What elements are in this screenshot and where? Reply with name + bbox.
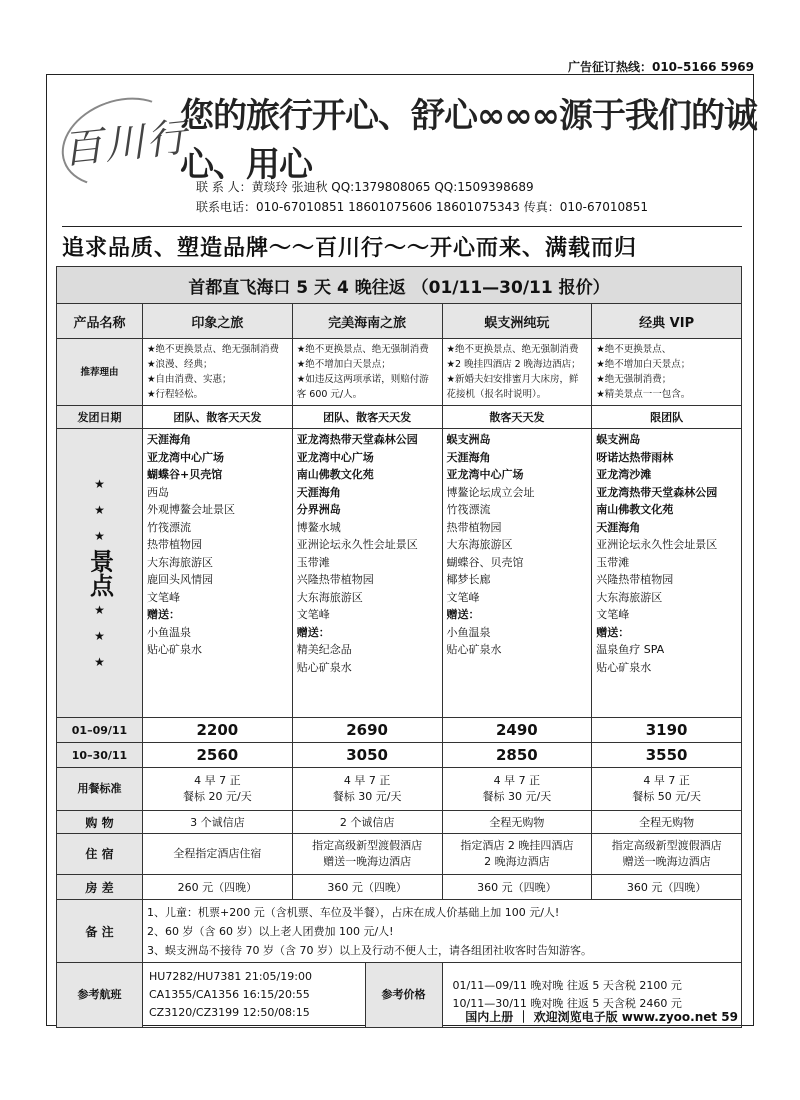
gift-label: 赠送： [446,608,480,621]
tagline-text: 追求品质、塑造品牌～～百川行～～开心而来、满载而归 [62,236,638,261]
gift-label: 赠送： [596,625,630,639]
meal-label: 用餐标准 [57,768,143,811]
price-row [57,743,742,768]
price-row [57,718,742,743]
spot-item: 亚龙湾热带天堂森林公园 [296,433,418,446]
hotel-label: 住 宿 [57,834,143,875]
tour-table [56,266,742,1028]
spot-item: 蜈支洲岛 [596,433,641,446]
spot-item: 大东海旅游区 [296,590,363,604]
price-cell: 3550 [592,743,742,768]
hotel-cell [143,834,293,875]
spot-item: 玉带滩 [296,555,330,569]
gift-item: 精美纪念品 [296,643,352,656]
spot-item: 博鳌论坛成立会址 [446,485,535,499]
flight-line: CA1355/CA1356 16:15/20:55 [149,988,310,1001]
price-cell: 3050 [292,743,442,768]
spots-cell [442,429,592,718]
meal-text: 餐标 30 元/天 [332,790,402,803]
contact-phones: 联系电话：010-67010851 18601075606 18601075343 传真：010-67010851 [196,200,649,214]
spot-item: 兴隆热带植物园 [296,573,374,586]
diff-cell: 360 元（四晚） [442,875,592,900]
header-perfect: 完美海南之旅 [292,304,442,339]
spot-item: 热带植物园 [147,538,202,551]
shop-cell: 全程无购物 [592,811,742,834]
header-row [57,304,742,339]
spot-item: 亚龙湾热带天堂森林公园 [596,485,718,499]
hotel-text: 指定酒店 2 晚挂四酒店 [460,839,574,852]
table-title: 首都直飞海口 5 天 4 晚往返 （01/11—30/11 报价） [57,267,742,304]
flight-line: CZ3120/CZ3199 12:50/08:15 [149,1006,310,1019]
spot-item: 蝴蝶谷+贝壳馆 [147,468,223,481]
spot-item: 博鳌水城 [296,520,341,534]
spot-item: 亚龙湾中心广场 [446,468,524,481]
hotel-text: 赠送一晚海边酒店 [622,855,711,868]
price-cell: 2560 [143,743,293,768]
hotel-text: 指定高级新型渡假酒店 [611,839,722,852]
header-impression: 印象之旅 [143,304,293,339]
meal-text: 4 早 7 正 [194,774,241,787]
spot-item: 南山佛教文化苑 [596,503,674,516]
spots-label-text: 景点 [85,549,114,597]
hotel-cell [592,834,742,875]
gift-item: 小鱼温泉 [147,625,191,639]
refprice-label: 参考价格 [365,963,442,1027]
gift-item: 贴心矿泉水 [147,643,202,656]
spots-label [57,429,143,718]
reasons-label: 推荐理由 [57,339,143,406]
contact-people: 联 系 人：黄琰玲 张迪秋 QQ:1379808065 QQ:1509398689 [196,180,534,194]
price-period: 01–09/11 [57,718,143,743]
gift-label: 赠送： [296,625,330,639]
meal-text: 餐标 30 元/天 [482,790,552,803]
spot-item: 亚龙湾中心广场 [296,450,374,464]
spot-item: 外观博鳌会址景区 [147,503,235,516]
spot-item: 玉带滩 [596,555,630,569]
hotel-row [57,834,742,875]
flights-cell [143,963,365,1027]
page-footer: 国内上册 ｜ 欢迎浏览电子版 www.zyoo.net 59 [465,1010,738,1024]
spot-item: 椰梦长廊 [446,573,491,586]
price-period: 10–30/11 [57,743,143,768]
refprice-line: 10/11—30/11 晚对晚 往返 5 天含税 2460 元 [452,997,682,1010]
notes-row [57,900,742,963]
spot-item: 亚龙湾中心广场 [147,450,224,464]
spot-item: 亚洲论坛永久性会址景区 [596,538,718,551]
spot-item: 南山佛教文化苑 [296,468,374,481]
diff-cell: 260 元（四晚） [143,875,293,900]
spot-item: 文笔峰 [147,590,180,604]
group-cell: 散客天天发 [442,406,592,429]
spots-cell [592,429,742,718]
ad-hotline: 广告征订热线：010–5166 5969 [567,60,754,74]
meal-cell [592,768,742,811]
note-line: 1、儿童：机票+200 元（含机票、车位及半餐），占床在成人价基础上加 100 元/人! [147,905,560,919]
spot-item: 兴隆热带植物园 [596,573,674,586]
spot-item: 竹筏漂流 [147,520,191,534]
diff-label: 房 差 [57,875,143,900]
reasons-row [57,339,742,406]
hotel-text: 指定高级新型渡假酒店 [312,839,423,852]
hotel-text: 全程指定酒店住宿 [173,847,262,860]
meal-row [57,768,742,811]
group-cell: 团队、散客天天发 [143,406,293,429]
gift-item: 贴心矿泉水 [446,643,502,656]
spot-item: 文笔峰 [446,590,480,604]
spot-item: 呀诺达热带雨林 [596,450,674,464]
meal-cell [143,768,293,811]
group-cell: 限团队 [592,406,742,429]
spot-item: 大东海旅游区 [596,590,663,604]
reason-cell: ★绝不更换景点、绝无强制消费 ★绝不增加白天景点； ★如违反这两项承诺，则赔付游客 600 元/人。 [292,339,442,406]
refprice-line: 01/11—09/11 晚对晚 往返 5 天含税 2100 元 [452,979,682,992]
spots-cell [292,429,442,718]
header-product: 产品名称 [57,304,143,339]
shop-label: 购 物 [57,811,143,834]
diff-cell: 360 元（四晚） [592,875,742,900]
spot-item: 天涯海角 [296,485,341,499]
star-icon: ★ [94,503,105,517]
meal-cell [442,768,592,811]
spot-item: 西岛 [147,485,169,499]
spot-item: 分界洲岛 [296,503,341,516]
price-cell: 2690 [292,718,442,743]
header-wuzhizhou: 蜈支洲纯玩 [442,304,592,339]
group-row [57,406,742,429]
flight-label: 参考航班 [57,963,143,1028]
price-cell: 2490 [442,718,592,743]
spot-item: 天涯海角 [446,450,491,464]
brand-logo: 百川行 [60,114,191,174]
spot-item: 亚龙湾沙滩 [596,468,652,481]
header-vip: 经典 VIP [592,304,742,339]
gift-item: 小鱼温泉 [446,625,491,639]
spot-item: 大东海旅游区 [446,538,513,551]
hotel-text: 2 晚海边酒店 [484,855,550,868]
price-cell: 2200 [143,718,293,743]
meal-text: 餐标 20 元/天 [183,790,252,803]
spots-row [57,429,742,718]
meal-text: 餐标 50 元/天 [632,790,701,803]
note-line: 2、60 岁（含 60 岁）以上老人团费加 100 元/人! [147,924,394,938]
star-icon: ★ [94,629,105,643]
diff-cell: 360 元（四晚） [292,875,442,900]
spot-item: 亚洲论坛永久性会址景区 [296,538,418,551]
price-cell: 3190 [592,718,742,743]
spot-item: 文笔峰 [296,608,330,621]
flight-line: HU7282/HU7381 21:05/19:00 [149,970,312,983]
meal-text: 4 早 7 正 [493,774,541,787]
spot-item: 竹筏漂流 [446,503,491,516]
shop-row [57,811,742,834]
spot-item: 蝴蝶谷、贝壳馆 [446,555,524,569]
spot-item: 天涯海角 [147,433,191,446]
shop-cell: 全程无购物 [442,811,592,834]
notes-cell [143,900,742,963]
gift-item: 贴心矿泉水 [296,660,352,674]
star-icon: ★ [94,477,105,491]
flight-area [143,963,443,1028]
hotel-cell [292,834,442,875]
spot-item: 天涯海角 [596,520,641,534]
price-cell: 2850 [442,743,592,768]
group-cell: 团队、散客天天发 [292,406,442,429]
reason-cell: ★绝不更换景点、 ★绝不增加白天景点； ★绝无强制消费； ★精美景点一一包含。 [592,339,742,406]
meal-text: 4 早 7 正 [643,774,690,787]
gift-label: 赠送： [147,608,180,621]
star-icon: ★ [94,655,105,669]
spots-cell [143,429,293,718]
tagline [62,226,742,262]
notes-label: 备 注 [57,900,143,963]
spot-item: 蜈支洲岛 [446,433,491,446]
star-icon: ★ [94,603,105,617]
shop-cell: 2 个诚信店 [292,811,442,834]
note-line: 3、蜈支洲岛不接待 70 岁（含 70 岁）以上及行动不便人士，请各组团社收客时告知游客。 [147,943,592,957]
meal-cell [292,768,442,811]
spot-item: 文笔峰 [596,608,630,621]
hotel-cell [442,834,592,875]
spot-item: 热带植物园 [446,520,502,534]
meal-text: 4 早 7 正 [343,774,391,787]
gift-item: 温泉鱼疗 SPA [596,643,665,656]
slogan: 您的旅行开心、舒心∞∞∞源于我们的诚心、用心 [180,96,757,185]
reason-cell: ★绝不更换景点、绝无强制消费 ★浪漫、经典； ★自由消费、实惠； ★行程轻松。 [143,339,293,406]
reason-cell: ★绝不更换景点、绝无强制消费 ★2 晚挂四酒店 2 晚海边酒店； ★新婚夫妇安排蜜月大床房，鲜花接机（报名时说明）。 [442,339,592,406]
diff-row [57,875,742,900]
star-icon: ★ [94,529,105,543]
hotel-text: 赠送一晚海边酒店 [323,855,412,868]
gift-item: 贴心矿泉水 [596,660,652,674]
spot-item: 鹿回头风情园 [147,573,213,586]
group-label: 发团日期 [57,406,143,429]
shop-cell: 3 个诚信店 [143,811,293,834]
spot-item: 大东海旅游区 [147,555,213,569]
